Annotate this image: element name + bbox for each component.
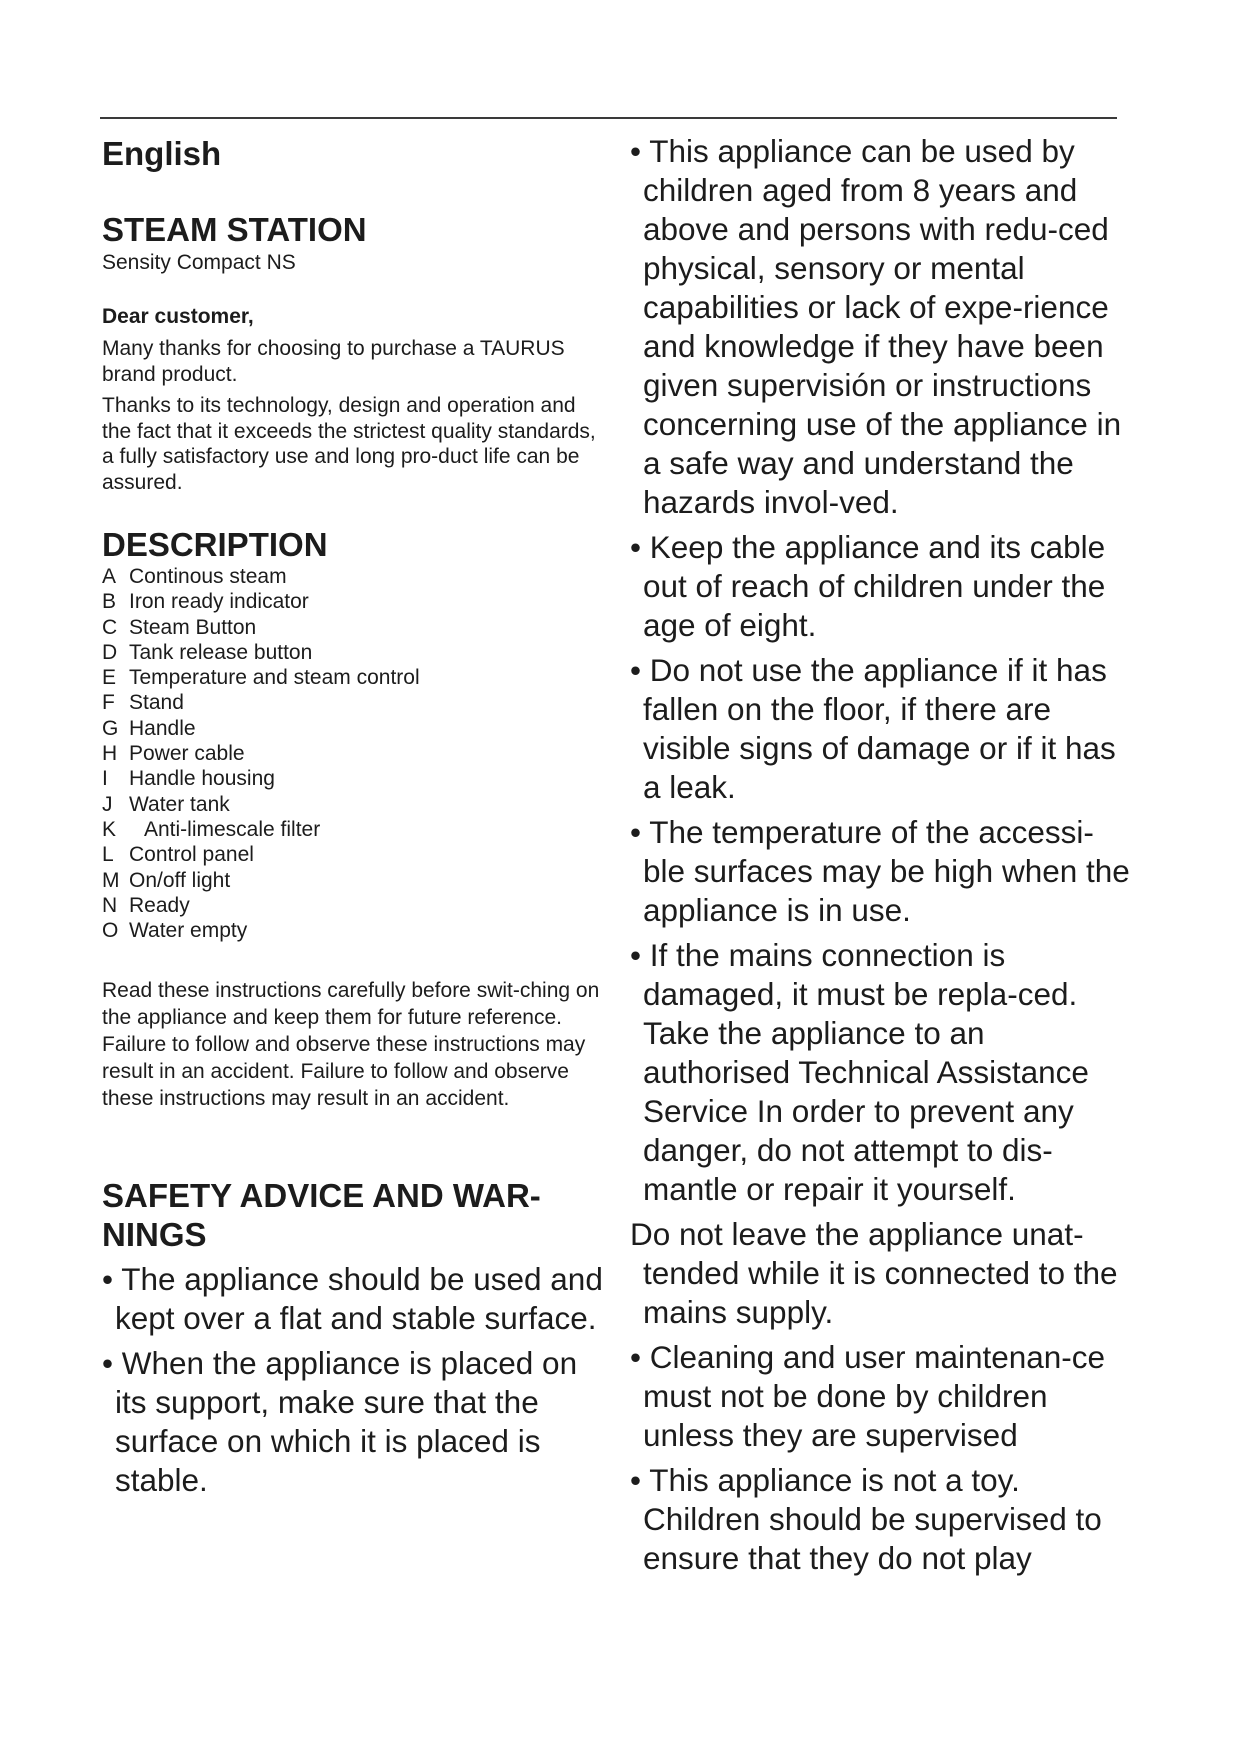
description-letter: M — [102, 868, 120, 892]
description-item — [102, 716, 607, 741]
description-letter: H — [102, 742, 118, 766]
description-item — [102, 893, 607, 918]
product-title: STEAM STATION — [102, 211, 367, 248]
description-item — [102, 842, 607, 867]
greeting: Dear customer, — [102, 305, 254, 328]
description-label: Steam Button — [129, 615, 257, 639]
model-name: Sensity Compact NS — [102, 251, 296, 274]
description-label: Handle — [129, 716, 196, 740]
safety-bullet: • The appliance should be used and kept over a flat and stable surface. — [102, 1261, 603, 1337]
description-item — [102, 640, 607, 665]
description-label: Power cable — [129, 742, 245, 766]
safety-bullet: • If the mains connection is damaged, it must be repla-ced. Take the appliance to an authorised Technical Assistance Service In order to prevent any danger, do not attempt to dis-mantle or repair it yourself. — [630, 937, 1089, 1207]
description-label: On/off light — [129, 868, 231, 892]
description-item — [102, 792, 607, 817]
intro-paragraph-2: Thanks to its technology, design and operation and the fact that it exceeds the strictest quality standards, a fully satisfactory use and long pro-duct life can be assured. — [102, 394, 596, 494]
description-letter: J — [102, 792, 113, 816]
description-letter: A — [102, 565, 117, 588]
description-label: Temperature and steam control — [129, 666, 420, 690]
safety-bullet: • This appliance is not a toy. Children should be supervised to ensure that they do not play — [630, 1462, 1102, 1576]
description-title: DESCRIPTION — [102, 526, 328, 563]
description-item — [102, 615, 607, 640]
read-instructions-notice: Read these instructions carefully before swit-ching on the appliance and keep them for future reference. Failure to follow and observe these instructions may result in an accident. Failure to follow and observe these instructions may result in an accident. — [102, 979, 600, 1111]
description-letter: B — [102, 590, 117, 614]
description-letter: N — [102, 893, 118, 917]
description-letter: F — [102, 691, 115, 715]
safety-bullet: • The temperature of the accessi-ble surfaces may be high when the appliance is in use. — [630, 814, 1130, 928]
safety-bullet: • Keep the appliance and its cable out of reach of children under the age of eight. — [630, 529, 1106, 643]
language-heading: English — [102, 135, 222, 172]
description-letter: D — [102, 640, 118, 664]
description-letter: E — [102, 666, 117, 690]
description-label: Water empty — [129, 919, 248, 943]
description-item — [102, 817, 607, 842]
description-letter: K — [102, 817, 117, 841]
description-list — [102, 564, 607, 943]
safety-bullet: • This appliance can be used by children aged from 8 years and above and persons with redu-ced physical, sensory or mental capabilities or lack of expe-rience and knowledge if they have been given supervisión or instructions concerning use of the appliance in a safe way and understand the hazards invol-ved. — [630, 133, 1122, 520]
description-item — [102, 589, 607, 614]
safety-title: SAFETY ADVICE AND WAR-NINGS — [102, 1177, 541, 1254]
description-item — [102, 564, 607, 589]
description-label: Water tank — [129, 792, 230, 816]
safety-bullet: • Cleaning and user maintenan-ce must not be done by children unless they are supervised — [630, 1339, 1106, 1453]
safety-bullet: • Do not use the appliance if it has fallen on the floor, if there are visible signs of damage or if it has a leak. — [630, 652, 1116, 805]
description-item — [102, 868, 607, 893]
description-letter: C — [102, 615, 118, 639]
description-label: Tank release button — [129, 640, 313, 664]
description-item — [102, 741, 607, 766]
safety-paragraph: Do not leave the appliance unat-tended while it is connected to the mains supply. — [630, 1216, 1118, 1330]
description-letter: L — [102, 843, 114, 867]
left-column — [102, 128, 607, 1500]
description-item — [102, 766, 607, 791]
safety-bullet: • When the appliance is placed on its support, make sure that the surface on which it is placed is stable. — [102, 1345, 578, 1499]
description-label: Anti-limescale filter — [144, 817, 321, 841]
description-label: Control panel — [129, 843, 254, 867]
description-item — [102, 665, 607, 690]
description-label: Ready — [129, 893, 190, 917]
description-item — [102, 918, 607, 943]
description-label: Stand — [129, 691, 184, 715]
header-rule — [100, 117, 1117, 119]
description-label: Iron ready indicator — [129, 590, 309, 614]
description-label: Handle housing — [129, 767, 275, 791]
description-letter: I — [102, 767, 108, 791]
description-label: Continous steam — [129, 565, 287, 588]
description-item — [102, 690, 607, 715]
description-letter: G — [102, 716, 119, 740]
right-column — [630, 128, 1130, 1578]
description-letter: O — [102, 919, 119, 943]
intro-paragraph-1: Many thanks for choosing to purchase a TAURUS brand product. — [102, 337, 565, 386]
